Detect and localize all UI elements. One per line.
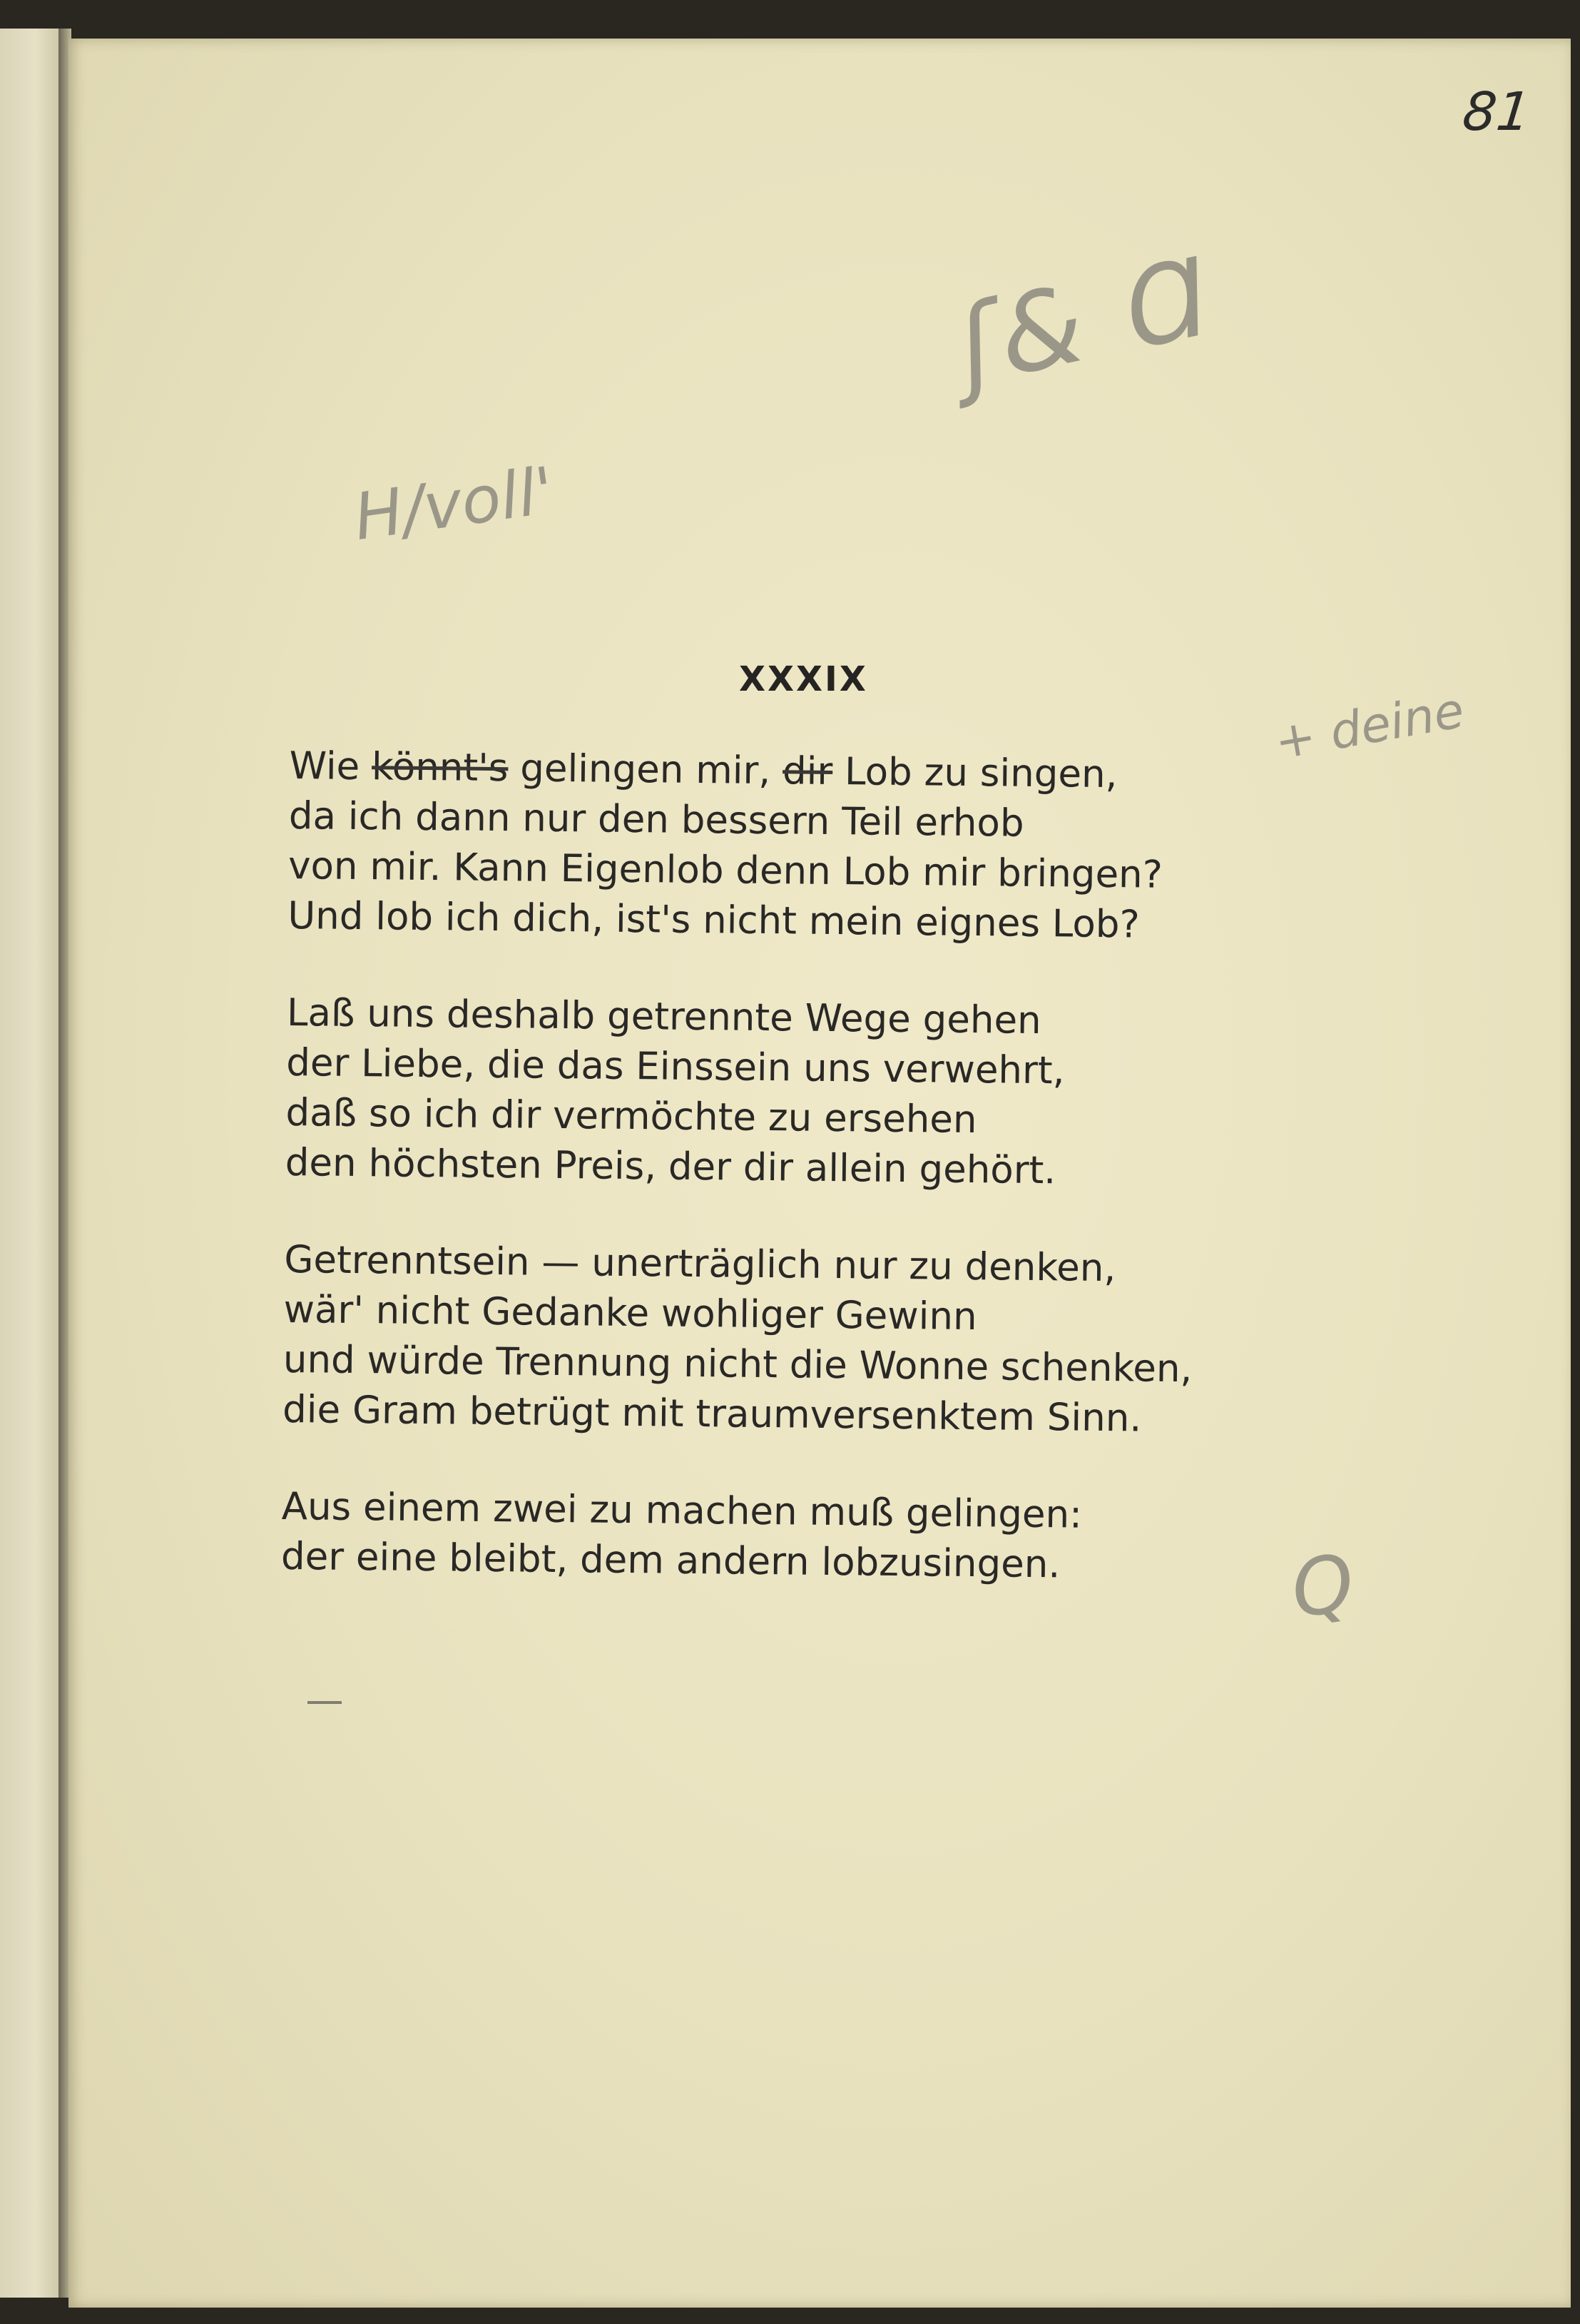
poem-line: der Liebe, die das Einssein uns verwehrt, <box>285 1040 1065 1093</box>
line-part: Lob zu singen, <box>832 749 1118 797</box>
poem-line: Laß uns deshalb getrennte Wege gehen <box>286 990 1042 1043</box>
stanza-1 <box>287 741 1360 953</box>
facing-page-edge <box>0 29 61 2298</box>
poem-body <box>280 741 1360 1640</box>
pencil-annotation-right: + deine <box>1270 682 1469 771</box>
line-part: Wie <box>289 744 372 789</box>
poem-heading: XXXIX <box>739 659 868 699</box>
poem-line: wär' nicht Gedanke wohliger Gewinn <box>283 1287 977 1339</box>
poem-line: Und lob ich dich, ist's nicht mein eignes Lob? <box>287 893 1140 947</box>
pencil-annotation-left: H/voll' <box>350 452 559 556</box>
poem-line: von mir. Kann Eigenlob denn Lob mir bringen? <box>287 843 1163 897</box>
stanza-3 <box>282 1235 1355 1446</box>
poem-line: daß so ich dir vermöchte zu ersehen <box>285 1090 977 1142</box>
poem-line: der eine bleibt, dem andern lobzusingen. <box>280 1534 1061 1587</box>
poem-line: die Gram betrügt mit traumversenktem Sinn. <box>282 1387 1142 1441</box>
poem-line: da ich dann nur den bessern Teil erhob <box>288 793 1024 846</box>
poem-line: Aus einem zwei zu machen muß gelingen: <box>281 1484 1083 1537</box>
poem-line: und würde Trennung nicht die Wonne schenken, <box>282 1337 1193 1391</box>
poem-line: Getrenntsein — unerträglich nur zu denken, <box>284 1237 1116 1291</box>
line-part: gelingen mir, <box>508 746 783 793</box>
pencil-annotation-top: ʃ& Ɑ <box>946 234 1227 410</box>
stanza-2 <box>285 988 1357 1199</box>
pencil-dash-mark <box>307 1701 342 1704</box>
stanza-4 <box>281 1482 1352 1593</box>
pencil-circle-mark: Q <box>1285 1536 1360 1636</box>
book-page <box>68 39 1571 2308</box>
struck-word: könnt's <box>371 745 509 791</box>
struck-word: dir <box>782 749 833 793</box>
poem-line: den höchsten Preis, der dir allein gehört. <box>285 1140 1056 1193</box>
page-number: 81 <box>1459 81 1534 143</box>
